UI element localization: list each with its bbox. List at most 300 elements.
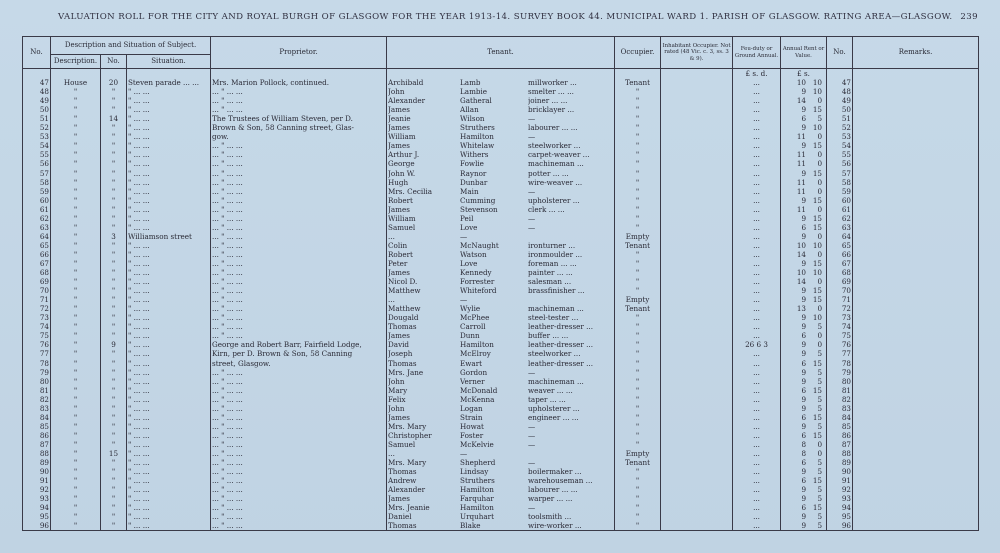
row-proprietor: ... " ... ... [211, 205, 387, 214]
row-situation: " ... ... [127, 512, 211, 521]
row-no: 93 [23, 494, 51, 503]
tenant-occupation: leather-dresser ... [528, 340, 593, 350]
row-feu-duty: ... [733, 178, 781, 187]
row-situation: " ... ... [127, 87, 211, 96]
row-feu-duty: ... [733, 304, 781, 313]
row-occupier: " [615, 223, 661, 232]
row-no-right: 81 [827, 386, 853, 395]
rent-shillings: 10 [812, 78, 823, 88]
tenant-last-name: Love [460, 258, 478, 268]
row-number: " [101, 512, 127, 521]
row-no: 58 [23, 178, 51, 187]
tenant-occupation: clerk ... ... [528, 204, 565, 214]
row-no-right: 54 [827, 141, 853, 150]
tenant-occupation: engineer ... ... [528, 412, 579, 422]
row-proprietor: ... " ... ... [211, 422, 387, 431]
row-no-right: 96 [827, 521, 853, 531]
row-number: " [101, 96, 127, 105]
rent-pounds: 9 [801, 322, 807, 332]
rent-shillings: 5 [817, 467, 823, 477]
row-feu-duty: ... [733, 440, 781, 449]
tenant-last-name: McKelvie [460, 439, 494, 449]
tenant-occupation: — [528, 367, 536, 377]
row-occupier: " [615, 377, 661, 386]
row-number: 9 [101, 340, 127, 349]
row-no-right: 92 [827, 485, 853, 494]
row-situation: " ... ... [127, 286, 211, 295]
row-no: 49 [23, 96, 51, 105]
tenant-last-name: Peil [460, 213, 474, 223]
row-number: " [101, 331, 127, 340]
row-feu-duty: ... [733, 87, 781, 96]
row-description: " [51, 521, 101, 531]
row-occupier: " [615, 359, 661, 368]
row-no: 91 [23, 476, 51, 485]
row-description: " [51, 295, 101, 304]
row-feu-duty: ... [733, 268, 781, 277]
row-feu-duty: ... [733, 159, 781, 168]
row-occupier: " [615, 205, 661, 214]
row-number: " [101, 494, 127, 503]
rent-shillings: 5 [817, 512, 823, 522]
rent-pounds: 9 [801, 195, 807, 205]
row-number: " [101, 259, 127, 268]
row-remarks [853, 512, 979, 521]
row-number: " [101, 169, 127, 178]
tenant-occupation: — [528, 213, 536, 223]
tenant-last-name: Hamilton [460, 485, 494, 495]
table-row [23, 494, 979, 503]
tenant-first-name: John [388, 376, 405, 386]
row-no-right: 68 [827, 268, 853, 277]
tenant-occupation: — [528, 503, 536, 513]
row-feu-duty: ... [733, 395, 781, 404]
tenant-occupation: smelter ... ... [528, 87, 574, 97]
row-description: " [51, 178, 101, 187]
tenant-occupation: — [528, 421, 536, 431]
row-no: 64 [23, 232, 51, 241]
row-proprietor: ... " ... ... [211, 485, 387, 494]
rent-shillings: 15 [812, 141, 823, 151]
rent-shillings: 5 [817, 376, 823, 386]
row-situation: " ... ... [127, 313, 211, 322]
tenant-occupation: foreman ... ... [528, 258, 577, 268]
row-description: " [51, 241, 101, 250]
row-feu-duty: ... [733, 150, 781, 159]
row-no: 70 [23, 286, 51, 295]
row-remarks [853, 223, 979, 232]
tenant-occupation: wire-weaver ... [528, 177, 583, 187]
tenant-occupation: salesman ... [528, 277, 572, 287]
row-proprietor: ... " ... ... [211, 250, 387, 259]
row-number: " [101, 223, 127, 232]
tenant-first-name: Thomas [388, 521, 417, 531]
rent-pounds: 9 [801, 231, 807, 241]
rent-pounds: 9 [801, 213, 807, 223]
rent-pounds: 13 [796, 304, 807, 314]
tenant-first-name: Samuel [388, 222, 416, 232]
row-occupier: Tenant [615, 458, 661, 467]
row-description: " [51, 313, 101, 322]
tenant-last-name: Withers [460, 150, 489, 160]
row-occupier: " [615, 277, 661, 286]
row-description: " [51, 413, 101, 422]
row-no-right: 55 [827, 150, 853, 159]
tenant-first-name: Nicol D. [388, 277, 418, 287]
tenant-last-name: Ewart [460, 358, 483, 368]
row-proprietor: ... " ... ... [211, 150, 387, 159]
row-remarks [853, 78, 979, 87]
tenant-last-name: McNaught [460, 240, 499, 250]
row-number: " [101, 132, 127, 141]
tenant-last-name: Main [460, 186, 479, 196]
row-proprietor: ... " ... ... [211, 187, 387, 196]
row-no: 68 [23, 268, 51, 277]
row-feu-duty: ... [733, 494, 781, 503]
row-no: 56 [23, 159, 51, 168]
tenant-first-name: Mrs. Jeanie [388, 503, 430, 513]
rent-shillings: 5 [817, 458, 823, 468]
row-remarks [853, 458, 979, 467]
row-no: 66 [23, 250, 51, 259]
tenant-last-name: Cumming [460, 195, 496, 205]
row-no-right: 82 [827, 395, 853, 404]
row-feu-duty: ... [733, 485, 781, 494]
row-remarks [853, 205, 979, 214]
table-row [23, 123, 979, 132]
table-row [23, 196, 979, 205]
row-proprietor: ... " ... ... [211, 141, 387, 150]
row-proprietor: The Trustees of William Steven, per D. [211, 114, 387, 123]
row-occupier: " [615, 196, 661, 205]
tenant-first-name: ... [388, 295, 395, 305]
row-number: " [101, 268, 127, 277]
rent-pounds: 9 [801, 467, 807, 477]
rent-shillings: 0 [817, 204, 823, 214]
table-row [23, 458, 979, 467]
rent-pounds: 9 [801, 521, 807, 531]
row-no: 85 [23, 422, 51, 431]
tenant-last-name: Lambie [460, 87, 488, 97]
row-number: " [101, 159, 127, 168]
table-row [23, 404, 979, 413]
rent-shillings: 0 [817, 448, 823, 458]
row-no: 60 [23, 196, 51, 205]
row-number: " [101, 105, 127, 114]
row-occupier: " [615, 96, 661, 105]
tenant-occupation: ironturner ... [528, 240, 576, 250]
tenant-last-name: Forrester [460, 277, 495, 287]
row-description: " [51, 458, 101, 467]
row-no-right: 49 [827, 96, 853, 105]
rent-shillings: 0 [817, 439, 823, 449]
row-description: " [51, 503, 101, 512]
row-number: " [101, 250, 127, 259]
row-proprietor: street, Glasgow. [211, 359, 387, 368]
row-no-right: 62 [827, 214, 853, 223]
row-feu-duty: ... [733, 313, 781, 322]
row-occupier: " [615, 268, 661, 277]
row-remarks [853, 368, 979, 377]
row-no-right: 78 [827, 359, 853, 368]
row-description: " [51, 141, 101, 150]
tenant-last-name: Carroll [460, 322, 486, 332]
tenant-occupation: bricklayer ... [528, 105, 575, 115]
row-proprietor: ... " ... ... [211, 268, 387, 277]
row-feu-duty: ... [733, 232, 781, 241]
rent-shillings: 5 [817, 349, 823, 359]
row-no: 59 [23, 187, 51, 196]
row-occupier: " [615, 349, 661, 358]
tenant-first-name: ... [388, 231, 395, 241]
row-situation: " ... ... [127, 368, 211, 377]
row-situation: " ... ... [127, 223, 211, 232]
row-situation: " ... ... [127, 413, 211, 422]
row-proprietor: ... " ... ... [211, 521, 387, 531]
header-annual-rent: Annual Rent or Value. [781, 37, 827, 69]
rent-shillings: 15 [812, 295, 823, 305]
tenant-occupation: wire-worker ... [528, 521, 582, 531]
row-no-right: 60 [827, 196, 853, 205]
row-feu-duty: ... [733, 449, 781, 458]
row-number: " [101, 503, 127, 512]
row-feu-duty: ... [733, 386, 781, 395]
row-number: " [101, 377, 127, 386]
row-occupier: " [615, 512, 661, 521]
tenant-last-name: Verner [460, 376, 485, 386]
row-description: " [51, 349, 101, 358]
rent-shillings: 15 [812, 430, 823, 440]
row-no-right: 47 [827, 78, 853, 87]
row-number: " [101, 368, 127, 377]
row-remarks [853, 232, 979, 241]
rent-shillings: 15 [812, 503, 823, 513]
tenant-occupation: leather-dresser ... [528, 358, 593, 368]
tenant-occupation: painter ... ... [528, 268, 573, 278]
row-proprietor: ... " ... ... [211, 494, 387, 503]
row-remarks [853, 132, 979, 141]
row-proprietor: ... " ... ... [211, 304, 387, 313]
tenant-occupation: machineman ... [528, 376, 584, 386]
row-occupier: Tenant [615, 241, 661, 250]
row-description: " [51, 377, 101, 386]
row-number: " [101, 214, 127, 223]
rent-pounds: 14 [796, 249, 807, 259]
rent-pounds: 11 [796, 186, 807, 196]
row-number: 15 [101, 449, 127, 458]
row-remarks [853, 404, 979, 413]
tenant-last-name: Howat [460, 421, 484, 431]
row-number: " [101, 277, 127, 286]
table-row [23, 232, 979, 241]
row-remarks [853, 114, 979, 123]
row-remarks [853, 422, 979, 431]
row-number: " [101, 485, 127, 494]
tenant-last-name: Gatheral [460, 96, 492, 106]
row-no-right: 79 [827, 368, 853, 377]
row-description: " [51, 232, 101, 241]
row-description: " [51, 205, 101, 214]
tenant-first-name: ... [388, 448, 395, 458]
tenant-first-name: Mrs. Mary [388, 458, 427, 468]
table-row [23, 413, 979, 422]
header-feu-duty: Feu-duty or Ground Annual. [733, 37, 781, 69]
rent-shillings: 10 [812, 268, 823, 278]
row-proprietor: ... " ... ... [211, 178, 387, 187]
tenant-occupation: warehouseman ... [528, 476, 593, 486]
rent-pounds: 6 [801, 222, 807, 232]
table-row [23, 214, 979, 223]
row-occupier: " [615, 123, 661, 132]
row-occupier: " [615, 322, 661, 331]
table-row [23, 268, 979, 277]
row-feu-duty: ... [733, 96, 781, 105]
tenant-last-name: Dunbar [460, 177, 488, 187]
table-row [23, 431, 979, 440]
row-no: 57 [23, 169, 51, 178]
row-no: 54 [23, 141, 51, 150]
tenant-last-name: McElroy [460, 349, 491, 359]
row-no-right: 67 [827, 259, 853, 268]
row-number: " [101, 87, 127, 96]
tenant-first-name: David [388, 340, 410, 350]
tenant-first-name: Matthew [388, 286, 421, 296]
tenant-last-name: Struthers [460, 476, 495, 486]
row-proprietor: ... " ... ... [211, 322, 387, 331]
row-remarks [853, 349, 979, 358]
row-situation: " ... ... [127, 169, 211, 178]
row-feu-duty: ... [733, 368, 781, 377]
rent-shillings: 15 [812, 258, 823, 268]
row-occupier: " [615, 114, 661, 123]
row-no-right: 58 [827, 178, 853, 187]
row-description: " [51, 159, 101, 168]
row-situation: " ... ... [127, 132, 211, 141]
table-row [23, 476, 979, 485]
row-proprietor: ... " ... ... [211, 458, 387, 467]
rent-shillings: 0 [817, 304, 823, 314]
row-number: " [101, 431, 127, 440]
row-no: 88 [23, 449, 51, 458]
tenant-first-name: John [388, 403, 405, 413]
tenant-occupation: upholsterer ... [528, 195, 580, 205]
rent-pounds: 9 [801, 295, 807, 305]
row-no-right: 87 [827, 440, 853, 449]
row-remarks [853, 286, 979, 295]
table-row [23, 105, 979, 114]
header-description: Description. [51, 55, 101, 69]
page-number: 239 [960, 12, 978, 22]
rent-pounds: 11 [796, 159, 807, 169]
row-no: 65 [23, 241, 51, 250]
tenant-first-name: James [388, 494, 410, 504]
table-row [23, 422, 979, 431]
rent-shillings: 5 [817, 421, 823, 431]
rent-shillings: 0 [817, 150, 823, 160]
page-header [58, 12, 978, 22]
row-number: " [101, 413, 127, 422]
tenant-first-name: Arthur J. [388, 150, 420, 160]
row-description: " [51, 304, 101, 313]
rent-shillings: 5 [817, 403, 823, 413]
row-remarks [853, 521, 979, 531]
row-no-right: 94 [827, 503, 853, 512]
rent-pounds: 9 [801, 494, 807, 504]
row-no-right: 89 [827, 458, 853, 467]
tenant-last-name: Lamb [460, 78, 481, 88]
row-number: " [101, 141, 127, 150]
row-occupier: Empty [615, 295, 661, 304]
row-no: 63 [23, 223, 51, 232]
row-no: 50 [23, 105, 51, 114]
rent-shillings: 10 [812, 87, 823, 97]
row-situation: " ... ... [127, 277, 211, 286]
row-number: " [101, 196, 127, 205]
row-occupier: " [615, 250, 661, 259]
row-situation: " ... ... [127, 440, 211, 449]
row-occupier: " [615, 503, 661, 512]
tenant-last-name: McKenna [460, 394, 495, 404]
row-description: " [51, 368, 101, 377]
row-no: 90 [23, 467, 51, 476]
rent-pounds: 9 [801, 376, 807, 386]
tenant-occupation: — [528, 132, 536, 142]
rent-pounds: 10 [796, 78, 807, 88]
row-description: " [51, 96, 101, 105]
row-description: " [51, 449, 101, 458]
row-no-right: 64 [827, 232, 853, 241]
tenant-occupation: — [528, 186, 536, 196]
row-no: 61 [23, 205, 51, 214]
tenant-first-name: John [388, 87, 405, 97]
row-description: " [51, 485, 101, 494]
row-situation: " ... ... [127, 241, 211, 250]
row-proprietor: ... " ... ... [211, 413, 387, 422]
tenant-last-name: Logan [460, 403, 483, 413]
tenant-last-name: Dunn [460, 331, 480, 341]
row-situation: " ... ... [127, 150, 211, 159]
table-row [23, 503, 979, 512]
tenant-occupation: millworker ... [528, 78, 577, 88]
table-row [23, 205, 979, 214]
tenant-first-name: Mrs. Cecilia [388, 186, 433, 196]
row-occupier: " [615, 105, 661, 114]
tenant-last-name: Raynor [460, 168, 487, 178]
tenant-first-name: Colin [388, 240, 408, 250]
row-remarks [853, 241, 979, 250]
row-occupier: Empty [615, 232, 661, 241]
tenant-first-name: Alexander [388, 485, 426, 495]
rent-pounds: 10 [796, 240, 807, 250]
row-occupier: " [615, 467, 661, 476]
row-situation: " ... ... [127, 476, 211, 485]
rent-pounds: 9 [801, 340, 807, 350]
row-no-right: 73 [827, 313, 853, 322]
row-occupier: " [615, 395, 661, 404]
table-row [23, 169, 979, 178]
row-no: 75 [23, 331, 51, 340]
row-description: " [51, 223, 101, 232]
row-no: 72 [23, 304, 51, 313]
row-number: " [101, 150, 127, 159]
row-number: " [101, 349, 127, 358]
row-situation: " ... ... [127, 503, 211, 512]
row-proprietor: ... " ... ... [211, 223, 387, 232]
rent-shillings: 15 [812, 476, 823, 486]
row-number: 3 [101, 232, 127, 241]
row-feu-duty: ... [733, 205, 781, 214]
row-feu-duty: ... [733, 78, 781, 87]
